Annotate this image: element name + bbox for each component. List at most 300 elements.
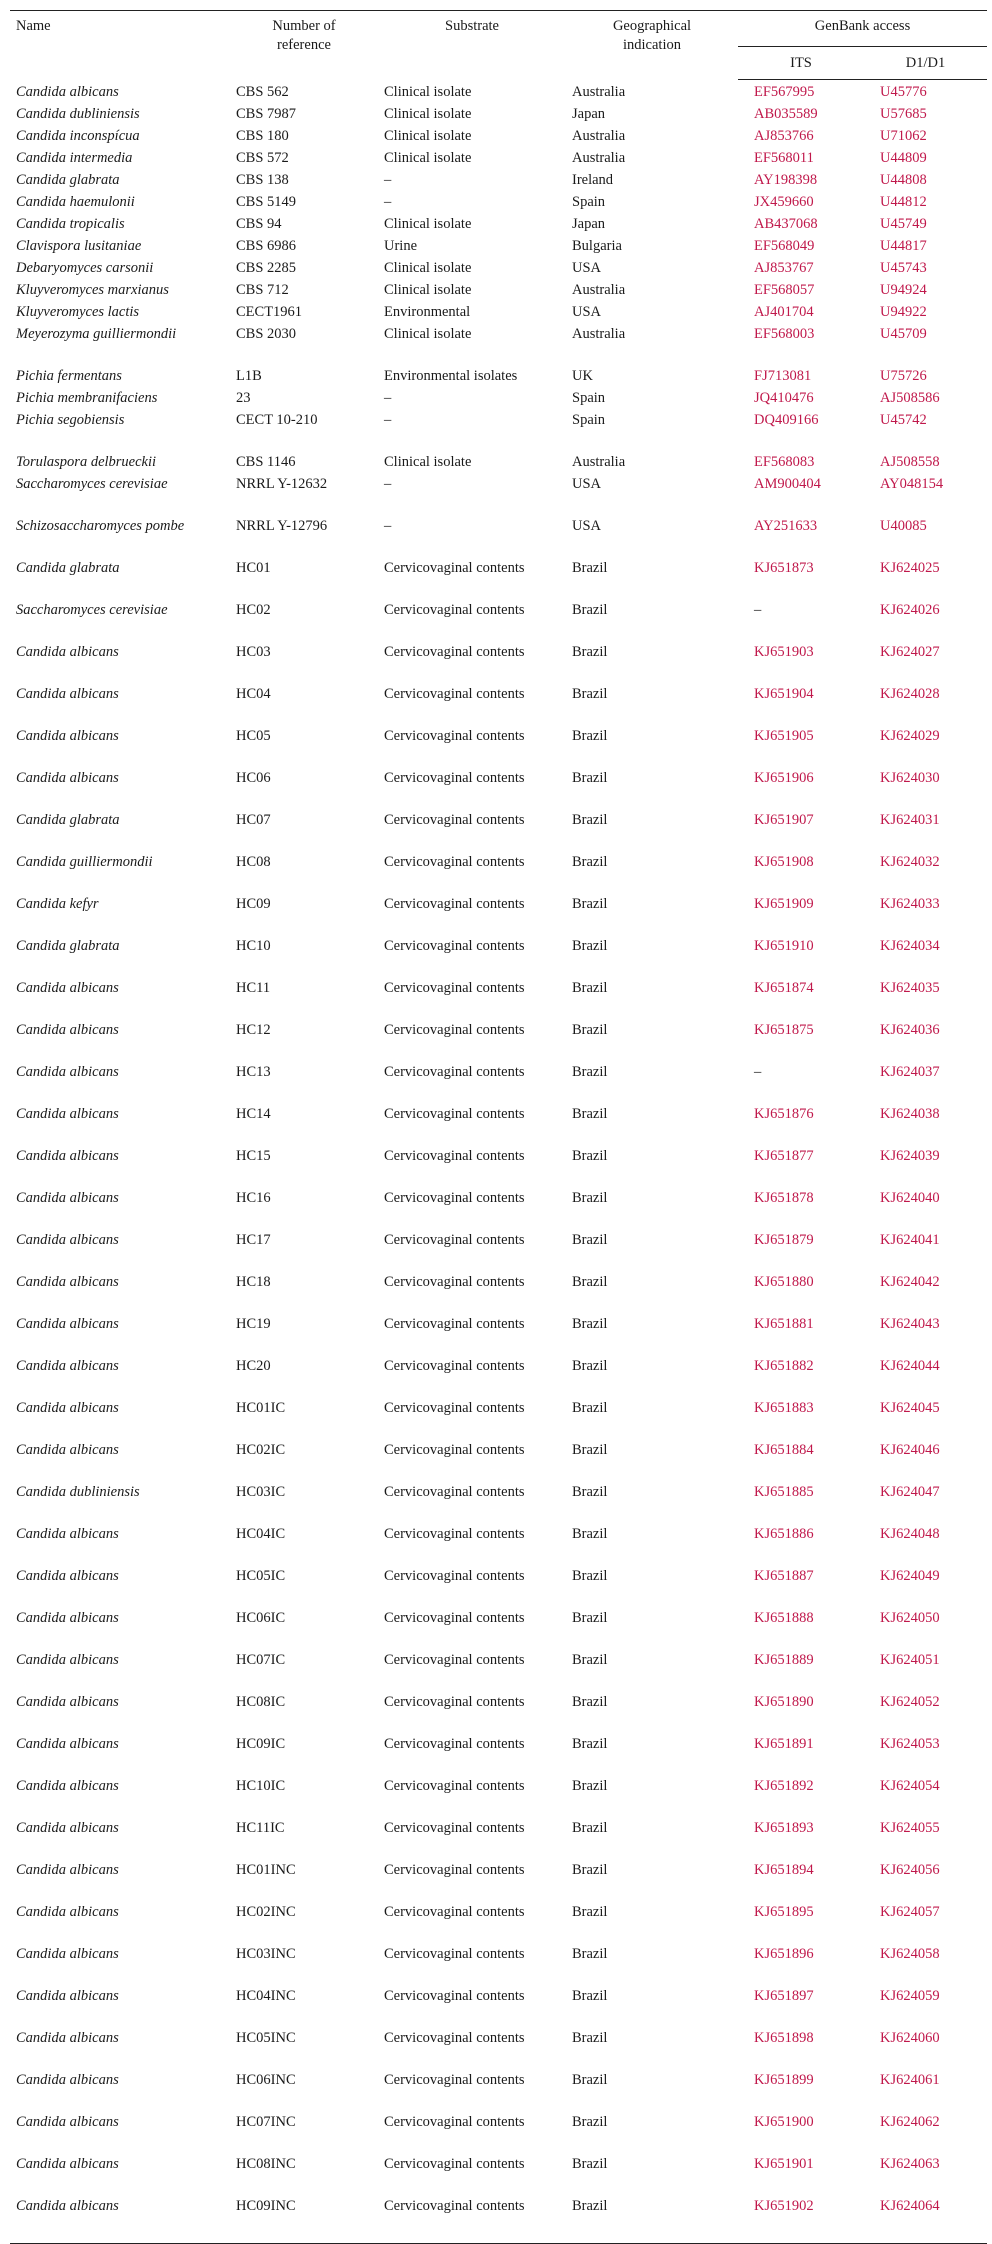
table-row xyxy=(10,325,987,367)
geographical-indication: Brazil xyxy=(572,1400,608,1416)
reference-number: HC08INC xyxy=(236,2156,296,2172)
substrate: Cervicovaginal contents xyxy=(384,1694,525,1710)
table-row xyxy=(10,1525,987,1567)
its-accession[interactable]: KJ651897 xyxy=(754,1988,814,2004)
species-name: Debaryomyces carsonii xyxy=(16,260,154,276)
its-accession[interactable]: KJ651910 xyxy=(754,938,814,954)
d1d1-accession[interactable]: KJ624057 xyxy=(880,1904,940,1920)
its-accession[interactable]: AJ853766 xyxy=(754,128,814,144)
table-row xyxy=(10,2029,987,2071)
its-accession[interactable]: EF568003 xyxy=(754,326,815,342)
species-name: Candida glabrata xyxy=(16,172,120,188)
reference-number: HC03 xyxy=(236,644,271,660)
reference-number: CBS 712 xyxy=(236,282,289,298)
species-name: Candida albicans xyxy=(16,644,119,660)
substrate: Cervicovaginal contents xyxy=(384,560,525,576)
reference-number: HC04 xyxy=(236,686,271,702)
substrate: Cervicovaginal contents xyxy=(384,980,525,996)
table-row xyxy=(10,1189,987,1231)
reference-number: CBS 5149 xyxy=(236,194,297,210)
species-name: Candida albicans xyxy=(16,1274,119,1290)
d1d1-accession[interactable]: AJ508586 xyxy=(880,390,940,406)
table-row xyxy=(10,895,987,937)
d1d1-accession[interactable]: KJ624031 xyxy=(880,812,940,828)
d1d1-accession[interactable]: U71062 xyxy=(880,128,927,144)
species-name: Candida guilliermondii xyxy=(16,854,153,870)
geographical-indication: Brazil xyxy=(572,1820,608,1836)
substrate: – xyxy=(384,412,392,428)
geographical-indication: Brazil xyxy=(572,644,608,660)
table-row xyxy=(10,1315,987,1357)
table-row xyxy=(10,2071,987,2113)
d1d1-accession[interactable]: KJ624041 xyxy=(880,1232,940,1248)
its-accession: – xyxy=(754,1064,762,1080)
species-name: Candida albicans xyxy=(16,728,119,744)
species-name: Candida albicans xyxy=(16,1736,119,1752)
geographical-indication: Japan xyxy=(572,216,606,232)
yeast-strains-table xyxy=(10,10,987,2244)
d1d1-accession[interactable]: KJ624027 xyxy=(880,644,940,660)
reference-number: HC19 xyxy=(236,1316,271,1332)
geographical-indication: Brazil xyxy=(572,2156,608,2172)
d1d1-accession[interactable]: KJ624048 xyxy=(880,1526,940,1542)
table-row xyxy=(10,1819,987,1861)
geographical-indication: Brazil xyxy=(572,1064,608,1080)
species-name: Candida intermedia xyxy=(16,150,133,166)
its-accession[interactable]: AY251633 xyxy=(754,518,818,534)
its-accession[interactable]: KJ651892 xyxy=(754,1778,814,1794)
d1d1-accession[interactable]: KJ624026 xyxy=(880,602,940,618)
species-name: Candida albicans xyxy=(10,2197,230,2244)
d1d1-accession[interactable]: KJ624043 xyxy=(880,1316,940,1332)
species-name: Candida albicans xyxy=(16,1610,119,1626)
d1d1-accession[interactable]: KJ624062 xyxy=(880,2114,940,2130)
d1d1-accession[interactable]: U44808 xyxy=(880,172,927,188)
its-accession[interactable]: AJ853767 xyxy=(754,260,814,276)
its-accession: – xyxy=(754,602,762,618)
species-name: Candida dubliniensis xyxy=(16,1484,140,1500)
species-name: Saccharomyces cerevisiae xyxy=(16,602,168,618)
d1d1-accession[interactable]: U44812 xyxy=(880,194,927,210)
d1d1-accession[interactable]: KJ624051 xyxy=(880,1652,940,1668)
header-d1d1: D1/D1 xyxy=(864,47,987,80)
substrate: Cervicovaginal contents xyxy=(384,1652,525,1668)
its-accession[interactable]: KJ651890 xyxy=(754,1694,814,1710)
its-accession[interactable]: KJ651873 xyxy=(754,560,814,576)
substrate: Cervicovaginal contents xyxy=(384,812,525,828)
substrate: Cervicovaginal contents xyxy=(384,2072,525,2088)
d1d1-accession[interactable]: KJ624036 xyxy=(880,1022,940,1038)
d1d1-accession[interactable]: U44809 xyxy=(880,150,927,166)
substrate: Cervicovaginal contents xyxy=(384,686,525,702)
species-name: Schizosaccharomyces pombe xyxy=(16,518,185,534)
table-row xyxy=(10,1735,987,1777)
geographical-indication: Brazil xyxy=(572,1568,608,1584)
d1d1-accession[interactable]: KJ624030 xyxy=(880,770,940,786)
table-body xyxy=(10,80,987,2244)
its-accession[interactable]: KJ651891 xyxy=(754,1736,814,1752)
substrate: Cervicovaginal contents xyxy=(384,1778,525,1794)
geographical-indication: Australia xyxy=(572,128,626,144)
d1d1-accession[interactable]: KJ624056 xyxy=(880,1862,940,1878)
its-accession[interactable]: KJ651884 xyxy=(754,1442,814,1458)
its-accession[interactable]: KJ651909 xyxy=(754,896,814,912)
table-row xyxy=(10,1693,987,1735)
species-name: Saccharomyces cerevisiae xyxy=(16,476,168,492)
substrate: Clinical isolate xyxy=(384,454,472,470)
species-name: Candida albicans xyxy=(16,1148,119,1164)
its-accession[interactable]: KJ651901 xyxy=(754,2156,814,2172)
its-accession[interactable]: KJ651879 xyxy=(754,1232,814,1248)
reference-number: HC05IC xyxy=(236,1568,286,1584)
species-name: Pichia segobiensis xyxy=(16,412,125,428)
d1d1-accession[interactable]: U45749 xyxy=(880,216,927,232)
its-accession[interactable]: KJ651878 xyxy=(754,1190,814,1206)
its-accession[interactable]: DQ409166 xyxy=(754,412,819,428)
its-accession[interactable]: AB035589 xyxy=(754,106,818,122)
substrate: Cervicovaginal contents xyxy=(384,1064,525,1080)
d1d1-accession[interactable]: U45742 xyxy=(880,412,927,428)
reference-number: HC01IC xyxy=(236,1400,286,1416)
its-accession[interactable]: EF568049 xyxy=(754,238,815,254)
its-accession[interactable]: EF568083 xyxy=(754,454,815,470)
its-accession[interactable]: KJ651900 xyxy=(754,2114,814,2130)
table-row xyxy=(10,517,987,559)
d1d1-accession[interactable]: KJ624054 xyxy=(880,1778,940,1794)
substrate: Cervicovaginal contents xyxy=(384,602,525,618)
species-name: Candida albicans xyxy=(16,1862,119,1878)
d1d1-accession[interactable]: KJ624046 xyxy=(880,1442,940,1458)
table-row xyxy=(10,1105,987,1147)
d1d1-accession[interactable]: KJ624028 xyxy=(880,686,940,702)
d1d1-accession[interactable]: U57685 xyxy=(880,106,927,122)
species-name: Clavispora lusitaniae xyxy=(16,238,142,254)
its-accession[interactable]: AY198398 xyxy=(754,172,818,188)
table-row xyxy=(10,811,987,853)
table-row xyxy=(10,367,987,389)
geographical-indication: Spain xyxy=(572,390,606,406)
table-row xyxy=(10,1777,987,1819)
species-name: Candida tropicalis xyxy=(16,216,125,232)
d1d1-accession[interactable]: KJ624045 xyxy=(880,1400,940,1416)
substrate: Clinical isolate xyxy=(384,282,472,298)
reference-number: CBS 1146 xyxy=(236,454,296,470)
reference-number: HC08IC xyxy=(236,1694,286,1710)
d1d1-accession[interactable]: U40085 xyxy=(880,518,927,534)
its-accession[interactable]: KJ651906 xyxy=(754,770,814,786)
d1d1-accession[interactable]: KJ624059 xyxy=(880,1988,940,2004)
geographical-indication: Japan xyxy=(572,106,606,122)
d1d1-accession[interactable]: AJ508558 xyxy=(880,454,940,470)
table-row xyxy=(10,171,987,193)
d1d1-accession[interactable]: KJ624064 xyxy=(864,2197,987,2244)
reference-number: L1B xyxy=(236,368,262,384)
its-accession[interactable]: KJ651908 xyxy=(754,854,814,870)
geographical-indication: Brazil xyxy=(572,1442,608,1458)
d1d1-accession[interactable]: KJ624038 xyxy=(880,1106,940,1122)
geographical-indication: Brazil xyxy=(572,1778,608,1794)
geographical-indication: Brazil xyxy=(572,1610,608,1626)
reference-number: HC04IC xyxy=(236,1526,286,1542)
its-accession[interactable]: KJ651885 xyxy=(754,1484,814,1500)
species-name: Candida haemulonii xyxy=(16,194,135,210)
geographical-indication: Brazil xyxy=(572,980,608,996)
species-name: Candida albicans xyxy=(16,1442,119,1458)
reference-number: HC02IC xyxy=(236,1442,286,1458)
reference-number: HC07INC xyxy=(236,2114,296,2130)
its-accession[interactable]: KJ651903 xyxy=(754,644,814,660)
substrate: Cervicovaginal contents xyxy=(384,2114,525,2130)
species-name: Candida albicans xyxy=(16,686,119,702)
table-row xyxy=(10,411,987,453)
geographical-indication: Brazil xyxy=(572,812,608,828)
geographical-indication: Brazil xyxy=(572,728,608,744)
reference-number: HC06INC xyxy=(236,2072,296,2088)
d1d1-accession[interactable]: KJ624039 xyxy=(880,1148,940,1164)
table-row xyxy=(10,215,987,237)
d1d1-accession[interactable]: KJ624058 xyxy=(880,1946,940,1962)
d1d1-accession[interactable]: KJ624061 xyxy=(880,2072,940,2088)
d1d1-accession[interactable]: U44817 xyxy=(880,238,927,254)
table-row xyxy=(10,1399,987,1441)
its-accession[interactable]: KJ651893 xyxy=(754,1820,814,1836)
species-name: Candida glabrata xyxy=(16,812,120,828)
table-row xyxy=(10,979,987,1021)
d1d1-accession[interactable]: U94922 xyxy=(880,304,927,320)
table-row xyxy=(10,1357,987,1399)
d1d1-accession[interactable]: U45743 xyxy=(880,260,927,276)
table-row xyxy=(10,1651,987,1693)
its-accession[interactable]: KJ651889 xyxy=(754,1652,814,1668)
substrate: Cervicovaginal contents xyxy=(384,1862,525,1878)
table-row xyxy=(10,1063,987,1105)
reference-number: NRRL Y-12632 xyxy=(236,476,328,492)
reference-number: HC11 xyxy=(236,980,271,996)
table-row xyxy=(10,2155,987,2197)
geographical-indication: Brazil xyxy=(572,1022,608,1038)
geographical-indication: Brazil xyxy=(572,602,608,618)
its-accession[interactable]: AJ401704 xyxy=(754,304,814,320)
d1d1-accession[interactable]: KJ624025 xyxy=(880,560,940,576)
d1d1-accession[interactable]: KJ624044 xyxy=(880,1358,940,1374)
d1d1-accession[interactable]: KJ624052 xyxy=(880,1694,940,1710)
its-accession[interactable]: EF568057 xyxy=(754,282,815,298)
its-accession[interactable]: KJ651887 xyxy=(754,1568,814,1584)
substrate: Clinical isolate xyxy=(384,106,472,122)
substrate: Cervicovaginal contents xyxy=(384,1190,525,1206)
reference-number: HC07 xyxy=(236,812,271,828)
geographical-indication: Brazil xyxy=(572,1946,608,1962)
substrate: Cervicovaginal contents xyxy=(384,1946,525,1962)
substrate: Cervicovaginal contents xyxy=(384,1022,525,1038)
geographical-indication: Brazil xyxy=(572,2114,608,2130)
geographical-indication: Brazil xyxy=(572,1736,608,1752)
d1d1-accession[interactable]: KJ624049 xyxy=(880,1568,940,1584)
species-name: Candida albicans xyxy=(16,1064,119,1080)
d1d1-accession[interactable]: KJ624034 xyxy=(880,938,940,954)
its-accession[interactable]: KJ651881 xyxy=(754,1316,814,1332)
its-accession[interactable]: KJ651883 xyxy=(754,1400,814,1416)
its-accession[interactable]: AB437068 xyxy=(754,216,818,232)
header-genbank-access: GenBank access xyxy=(738,11,987,47)
d1d1-accession[interactable]: U75726 xyxy=(880,368,927,384)
d1d1-accession[interactable]: KJ624040 xyxy=(880,1190,940,1206)
its-accession[interactable]: KJ651880 xyxy=(754,1274,814,1290)
reference-number: HC02 xyxy=(236,602,271,618)
table-header xyxy=(10,11,987,80)
table-container xyxy=(10,10,987,2244)
its-accession[interactable]: KJ651894 xyxy=(754,1862,814,1878)
its-accession[interactable]: KJ651904 xyxy=(754,686,814,702)
its-accession[interactable]: FJ713081 xyxy=(754,368,812,384)
table-row xyxy=(10,80,987,106)
species-name: Candida glabrata xyxy=(16,938,120,954)
its-accession[interactable]: KJ651882 xyxy=(754,1358,814,1374)
d1d1-accession[interactable]: KJ624032 xyxy=(880,854,940,870)
reference-number: CBS 94 xyxy=(236,216,282,232)
geographical-indication: USA xyxy=(572,518,602,534)
species-name: Candida albicans xyxy=(16,2072,119,2088)
species-name: Candida albicans xyxy=(16,83,119,100)
its-accession[interactable]: KJ651895 xyxy=(754,1904,814,1920)
geographical-indication: Australia xyxy=(572,454,626,470)
species-name: Torulaspora delbrueckii xyxy=(16,454,157,470)
d1d1-accession[interactable]: KJ624029 xyxy=(880,728,940,744)
substrate: Clinical isolate xyxy=(384,150,472,166)
substrate: Cervicovaginal contents xyxy=(384,1148,525,1164)
substrate: Cervicovaginal contents xyxy=(384,644,525,660)
reference-number: HC07IC xyxy=(236,1652,286,1668)
table-row xyxy=(10,769,987,811)
substrate: Cervicovaginal contents xyxy=(384,1610,525,1626)
reference-number: HC04INC xyxy=(236,1988,296,2004)
its-accession[interactable]: KJ651907 xyxy=(754,812,814,828)
geographical-indication: Australia xyxy=(572,83,626,100)
substrate: – xyxy=(384,172,392,188)
table-row xyxy=(10,259,987,281)
reference-number: HC09INC xyxy=(230,2197,378,2244)
d1d1-accession[interactable]: KJ624063 xyxy=(880,2156,940,2172)
its-accession[interactable]: EF568011 xyxy=(754,150,814,166)
d1d1-accession[interactable]: KJ624035 xyxy=(880,980,940,996)
reference-number: CBS 2285 xyxy=(236,260,297,276)
table-row xyxy=(10,1567,987,1609)
its-accession[interactable]: KJ651875 xyxy=(754,1022,814,1038)
geographical-indication: Spain xyxy=(572,412,606,428)
table-row xyxy=(10,1903,987,1945)
its-accession[interactable]: KJ651896 xyxy=(754,1946,814,1962)
d1d1-accession[interactable]: KJ624042 xyxy=(880,1274,940,1290)
substrate: Cervicovaginal contents xyxy=(384,1484,525,1500)
table-row xyxy=(10,937,987,979)
its-accession[interactable]: KJ651874 xyxy=(754,980,814,996)
substrate: Environmental isolates xyxy=(384,368,518,384)
d1d1-accession[interactable]: KJ624060 xyxy=(880,2030,940,2046)
its-accession[interactable]: KJ651905 xyxy=(754,728,814,744)
geographical-indication: Brazil xyxy=(572,560,608,576)
geographical-indication: Brazil xyxy=(572,1274,608,1290)
reference-number: HC03IC xyxy=(236,1484,286,1500)
substrate: Clinical isolate xyxy=(384,260,472,276)
d1d1-accession[interactable]: U45776 xyxy=(880,84,927,100)
geographical-indication: Brazil xyxy=(572,1148,608,1164)
its-accession[interactable]: JQ410476 xyxy=(754,390,814,406)
species-name: Candida albicans xyxy=(16,1820,119,1836)
geographical-indication: Australia xyxy=(572,326,626,342)
d1d1-accession[interactable]: KJ624033 xyxy=(880,896,940,912)
its-accession[interactable]: AM900404 xyxy=(754,476,821,492)
table-row xyxy=(10,2197,987,2244)
geographical-indication: Brazil xyxy=(572,1232,608,1248)
reference-number: HC18 xyxy=(236,1274,271,1290)
geographical-indication: Brazil xyxy=(572,1316,608,1332)
table-row xyxy=(10,853,987,895)
geographical-indication: Australia xyxy=(572,150,626,166)
geographical-indication: Brazil xyxy=(572,938,608,954)
its-accession[interactable]: KJ651886 xyxy=(754,1526,814,1542)
d1d1-accession[interactable]: U45709 xyxy=(880,326,927,342)
its-accession[interactable]: EF567995 xyxy=(754,84,815,100)
substrate: Cervicovaginal contents xyxy=(384,938,525,954)
species-name: Candida albicans xyxy=(16,980,119,996)
table-row xyxy=(10,601,987,643)
d1d1-accession[interactable]: KJ624047 xyxy=(880,1484,940,1500)
species-name: Candida glabrata xyxy=(16,560,120,576)
table-row xyxy=(10,281,987,303)
table-row xyxy=(10,453,987,475)
geographical-indication: Brazil xyxy=(572,896,608,912)
its-accession[interactable]: KJ651876 xyxy=(754,1106,814,1122)
species-name: Kluyveromyces lactis xyxy=(16,304,140,320)
species-name: Candida albicans xyxy=(16,1694,119,1710)
species-name: Candida albicans xyxy=(16,1988,119,2004)
its-accession[interactable]: JX459660 xyxy=(754,194,814,210)
substrate: Cervicovaginal contents xyxy=(384,1358,525,1374)
species-name: Candida albicans xyxy=(16,1526,119,1542)
its-accession[interactable]: KJ651899 xyxy=(754,2072,814,2088)
its-accession[interactable]: KJ651898 xyxy=(754,2030,814,2046)
table-row xyxy=(10,2113,987,2155)
species-name: Candida albicans xyxy=(16,770,119,786)
d1d1-accession[interactable]: AY048154 xyxy=(880,476,944,492)
d1d1-accession[interactable]: KJ624037 xyxy=(880,1064,940,1080)
its-accession[interactable]: KJ651877 xyxy=(754,1148,814,1164)
d1d1-accession[interactable]: KJ624050 xyxy=(880,1610,940,1626)
substrate: Clinical isolate xyxy=(384,128,472,144)
reference-number: HC14 xyxy=(236,1106,271,1122)
d1d1-accession[interactable]: KJ624053 xyxy=(880,1736,940,1752)
its-accession[interactable]: KJ651888 xyxy=(754,1610,814,1626)
its-accession[interactable]: KJ651902 xyxy=(738,2197,864,2244)
geographical-indication: USA xyxy=(572,304,602,320)
table-row xyxy=(10,127,987,149)
d1d1-accession[interactable]: KJ624055 xyxy=(880,1820,940,1836)
reference-number: HC05 xyxy=(236,728,271,744)
substrate: Cervicovaginal contents xyxy=(384,1820,525,1836)
species-name: Candida albicans xyxy=(16,2114,119,2130)
table-row xyxy=(10,1273,987,1315)
geographical-indication: UK xyxy=(572,368,593,384)
geographical-indication: Brazil xyxy=(572,770,608,786)
reference-number: HC09 xyxy=(236,896,271,912)
substrate: Cervicovaginal contents xyxy=(384,1568,525,1584)
substrate: Cervicovaginal contents xyxy=(384,728,525,744)
d1d1-accession[interactable]: U94924 xyxy=(880,282,927,298)
geographical-indication: USA xyxy=(572,476,602,492)
substrate: Cervicovaginal contents xyxy=(384,1526,525,1542)
reference-number: CBS 2030 xyxy=(236,326,297,342)
substrate: Clinical isolate xyxy=(384,326,472,342)
